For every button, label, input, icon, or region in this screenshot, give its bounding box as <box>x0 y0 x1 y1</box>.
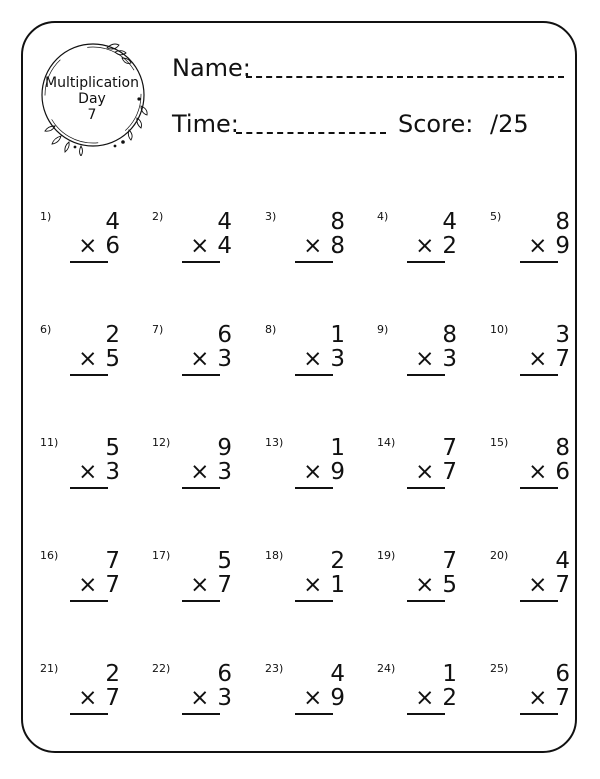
times-sign: × <box>415 685 435 711</box>
multiplicand: 5 <box>105 435 120 461</box>
answer-line[interactable] <box>295 261 333 263</box>
multiplier: 3 <box>217 459 232 485</box>
problem-number: 17) <box>152 549 171 562</box>
name-field-line[interactable] <box>246 76 564 78</box>
multiplier-row <box>190 460 232 484</box>
problem-12 <box>152 436 252 506</box>
multiplicand: 8 <box>442 322 457 348</box>
problem-number: 13) <box>265 436 284 449</box>
problem-number: 5) <box>490 210 502 223</box>
multiplier-row <box>303 573 345 597</box>
multiplier: 7 <box>217 572 232 598</box>
problem-17 <box>152 549 252 619</box>
multiplier-row <box>190 347 232 371</box>
problem-5 <box>490 210 590 280</box>
multiplier: 6 <box>105 233 120 259</box>
multiplier-row <box>528 347 570 371</box>
multiplier-row <box>303 347 345 371</box>
multiplier: 7 <box>555 685 570 711</box>
multiplicand: 4 <box>217 209 232 235</box>
multiplicand: 6 <box>555 661 570 687</box>
multiplier: 9 <box>330 459 345 485</box>
problem-21 <box>40 662 140 732</box>
multiplier: 3 <box>217 346 232 372</box>
answer-line[interactable] <box>520 713 558 715</box>
multiplicand: 8 <box>330 209 345 235</box>
problem-3 <box>265 210 365 280</box>
multiplicand: 4 <box>442 209 457 235</box>
answer-line[interactable] <box>182 600 220 602</box>
problem-13 <box>265 436 365 506</box>
problem-8 <box>265 323 365 393</box>
problem-10 <box>490 323 590 393</box>
answer-line[interactable] <box>182 713 220 715</box>
badge-line-2: Day <box>78 91 106 107</box>
times-sign: × <box>415 572 435 598</box>
problem-number: 16) <box>40 549 59 562</box>
multiplier-row <box>78 686 120 710</box>
problem-number: 7) <box>152 323 164 336</box>
times-sign: × <box>415 346 435 372</box>
times-sign: × <box>190 233 210 259</box>
multiplier: 5 <box>105 346 120 372</box>
multiplier: 5 <box>442 572 457 598</box>
multiplicand: 8 <box>555 209 570 235</box>
multiplier: 8 <box>330 233 345 259</box>
problem-14 <box>377 436 477 506</box>
multiplier-row <box>78 460 120 484</box>
answer-line[interactable] <box>520 261 558 263</box>
problem-number: 2) <box>152 210 164 223</box>
multiplier-row <box>190 234 232 258</box>
answer-line[interactable] <box>520 374 558 376</box>
multiplier: 9 <box>330 685 345 711</box>
multiplicand: 2 <box>105 661 120 687</box>
problem-23 <box>265 662 365 732</box>
multiplier: 3 <box>442 346 457 372</box>
times-sign: × <box>78 685 98 711</box>
answer-line[interactable] <box>407 374 445 376</box>
multiplier: 3 <box>105 459 120 485</box>
badge-line-1: Multiplication <box>45 75 139 91</box>
problem-number: 20) <box>490 549 509 562</box>
times-sign: × <box>415 233 435 259</box>
times-sign: × <box>190 346 210 372</box>
multiplicand: 4 <box>105 209 120 235</box>
name-label: Name: <box>172 54 251 82</box>
problem-19 <box>377 549 477 619</box>
answer-line[interactable] <box>70 374 108 376</box>
multiplier-row <box>528 234 570 258</box>
multiplier-row <box>415 347 457 371</box>
multiplicand: 1 <box>330 322 345 348</box>
multiplier-row <box>303 686 345 710</box>
problem-16 <box>40 549 140 619</box>
multiplier-row <box>415 686 457 710</box>
answer-line[interactable] <box>407 600 445 602</box>
problem-7 <box>152 323 252 393</box>
multiplier-row <box>78 573 120 597</box>
problem-number: 1) <box>40 210 52 223</box>
times-sign: × <box>78 346 98 372</box>
multiplicand: 1 <box>330 435 345 461</box>
answer-line[interactable] <box>70 600 108 602</box>
problem-number: 11) <box>40 436 59 449</box>
times-sign: × <box>303 459 323 485</box>
badge-title <box>37 75 147 123</box>
multiplicand: 4 <box>330 661 345 687</box>
multiplier: 3 <box>217 685 232 711</box>
problem-2 <box>152 210 252 280</box>
multiplier-row <box>78 347 120 371</box>
multiplier: 7 <box>442 459 457 485</box>
multiplier-row <box>528 686 570 710</box>
answer-line[interactable] <box>182 374 220 376</box>
times-sign: × <box>528 346 548 372</box>
problem-25 <box>490 662 590 732</box>
problem-22 <box>152 662 252 732</box>
multiplicand: 4 <box>555 548 570 574</box>
problem-number: 19) <box>377 549 396 562</box>
multiplicand: 8 <box>555 435 570 461</box>
times-sign: × <box>303 233 323 259</box>
answer-line[interactable] <box>70 713 108 715</box>
multiplicand: 7 <box>105 548 120 574</box>
problem-number: 15) <box>490 436 509 449</box>
times-sign: × <box>528 459 548 485</box>
multiplicand: 6 <box>217 322 232 348</box>
problem-number: 10) <box>490 323 509 336</box>
multiplier-row <box>303 234 345 258</box>
multiplier: 2 <box>442 685 457 711</box>
multiplier-row <box>415 460 457 484</box>
problem-6 <box>40 323 140 393</box>
time-label: Time: <box>172 110 239 138</box>
answer-line[interactable] <box>295 713 333 715</box>
answer-line[interactable] <box>520 487 558 489</box>
times-sign: × <box>415 459 435 485</box>
multiplicand: 1 <box>442 661 457 687</box>
multiplicand: 5 <box>217 548 232 574</box>
times-sign: × <box>303 572 323 598</box>
multiplier: 1 <box>330 572 345 598</box>
times-sign: × <box>303 346 323 372</box>
multiplier: 7 <box>555 346 570 372</box>
answer-line[interactable] <box>295 487 333 489</box>
multiplier-row <box>415 234 457 258</box>
problem-20 <box>490 549 590 619</box>
problem-number: 3) <box>265 210 277 223</box>
problem-number: 22) <box>152 662 171 675</box>
problem-number: 6) <box>40 323 52 336</box>
multiplier-row <box>190 686 232 710</box>
problem-number: 9) <box>377 323 389 336</box>
answer-line[interactable] <box>70 261 108 263</box>
multiplier: 9 <box>555 233 570 259</box>
badge-line-3: 7 <box>87 107 97 123</box>
multiplier-row <box>190 573 232 597</box>
multiplicand: 6 <box>217 661 232 687</box>
multiplier: 3 <box>330 346 345 372</box>
problem-1 <box>40 210 140 280</box>
answer-line[interactable] <box>182 261 220 263</box>
multiplicand: 3 <box>555 322 570 348</box>
multiplier-row <box>303 460 345 484</box>
times-sign: × <box>528 233 548 259</box>
multiplicand: 7 <box>442 548 457 574</box>
problem-number: 23) <box>265 662 284 675</box>
multiplier-row <box>78 234 120 258</box>
problem-number: 24) <box>377 662 396 675</box>
multiplier-row <box>415 573 457 597</box>
multiplier: 4 <box>217 233 232 259</box>
times-sign: × <box>78 233 98 259</box>
answer-line[interactable] <box>182 487 220 489</box>
multiplicand: 2 <box>330 548 345 574</box>
problem-4 <box>377 210 477 280</box>
problem-number: 25) <box>490 662 509 675</box>
multiplier-row <box>528 573 570 597</box>
problem-9 <box>377 323 477 393</box>
times-sign: × <box>303 685 323 711</box>
problem-number: 8) <box>265 323 277 336</box>
problem-24 <box>377 662 477 732</box>
time-field-line[interactable] <box>236 132 386 134</box>
times-sign: × <box>78 459 98 485</box>
answer-line[interactable] <box>295 374 333 376</box>
answer-line[interactable] <box>70 487 108 489</box>
multiplier-row <box>528 460 570 484</box>
answer-line[interactable] <box>407 261 445 263</box>
title-badge <box>37 38 155 156</box>
times-sign: × <box>78 572 98 598</box>
multiplier: 2 <box>442 233 457 259</box>
answer-line[interactable] <box>407 713 445 715</box>
problem-number: 21) <box>40 662 59 675</box>
problem-number: 18) <box>265 549 284 562</box>
multiplicand: 2 <box>105 322 120 348</box>
multiplier: 7 <box>105 685 120 711</box>
multiplier: 7 <box>105 572 120 598</box>
multiplier: 7 <box>555 572 570 598</box>
answer-line[interactable] <box>295 600 333 602</box>
multiplier: 6 <box>555 459 570 485</box>
score-total: /25 <box>490 110 529 138</box>
problem-number: 12) <box>152 436 171 449</box>
problem-number: 14) <box>377 436 396 449</box>
multiplicand: 9 <box>217 435 232 461</box>
times-sign: × <box>528 572 548 598</box>
problem-11 <box>40 436 140 506</box>
problem-18 <box>265 549 365 619</box>
answer-line[interactable] <box>520 600 558 602</box>
answer-line[interactable] <box>407 487 445 489</box>
times-sign: × <box>190 685 210 711</box>
times-sign: × <box>190 459 210 485</box>
score-label: Score: <box>398 110 474 138</box>
problem-15 <box>490 436 590 506</box>
times-sign: × <box>190 572 210 598</box>
multiplicand: 7 <box>442 435 457 461</box>
problem-number: 4) <box>377 210 389 223</box>
times-sign: × <box>528 685 548 711</box>
